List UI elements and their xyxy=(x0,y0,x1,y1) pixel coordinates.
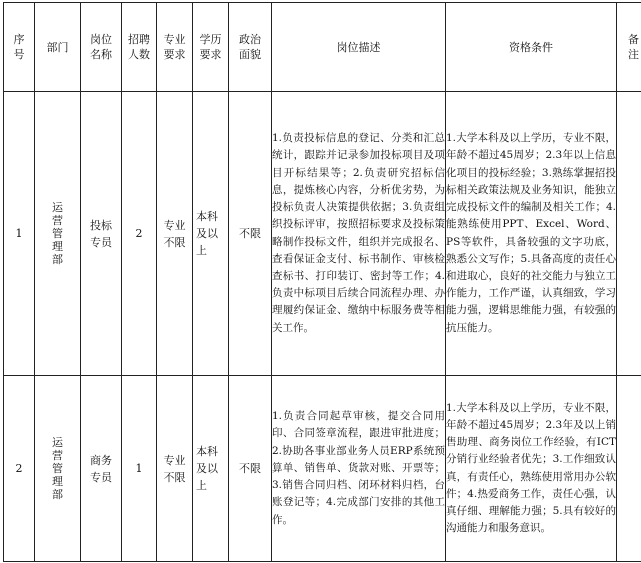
header-education: 学历要求 xyxy=(193,3,229,92)
row-count: 1 xyxy=(122,376,157,562)
row-remark xyxy=(617,92,641,376)
row-dept: 运营管理部 xyxy=(35,376,81,562)
row-description: 1.负责投标信息的登记、分类和汇总统计，跟踪并记录参加投标项目及项目开标结果等；2.负责研究招标信息，提炼核心内容，分析优劣势，为投标负责人决策提供依据；3.负责组织投标评审，按照招标要求及投标策略制作投标文件，组织并完成报名、查看保证金支付、标书制作、审核检查标书、打印装订、密封等工作；4.负责中标项目后续合同流程办理、办理履约保证金、缴纳中标服务费等相关工作。 xyxy=(272,92,446,376)
row-seq: 1 xyxy=(4,92,35,376)
row-education: 本科及以上 xyxy=(193,376,229,562)
header-description: 岗位描述 xyxy=(272,3,446,92)
row-remark xyxy=(617,376,641,562)
row-education: 本科及以上 xyxy=(193,92,229,376)
header-dept: 部门 xyxy=(35,3,81,92)
table-row xyxy=(4,92,641,376)
table-row xyxy=(4,376,641,562)
header-seq: 序号 xyxy=(4,3,35,92)
row-count: 2 xyxy=(122,92,157,376)
row-position: 商务专员 xyxy=(81,376,122,562)
header-politics: 政治面貌 xyxy=(229,3,272,92)
row-description: 1.负责合同起草审核，提交合同用印、合同签章流程，跟进审批进度；2.协助各事业部业务人员ERP系统预算单、销售单、货款对账、开票等；3.销售合同归档、闭环材料归档，台账登记等；4.完成部门安排的其他工作。 xyxy=(272,376,446,562)
recruitment-table xyxy=(3,2,641,562)
header-count: 招聘人数 xyxy=(122,3,157,92)
row-position: 投标专员 xyxy=(81,92,122,376)
row-politics: 不限 xyxy=(229,92,272,376)
header-qualification: 资格条件 xyxy=(446,3,617,92)
header-position: 岗位名称 xyxy=(81,3,122,92)
row-dept: 运营管理部 xyxy=(35,92,81,376)
row-major: 专业不限 xyxy=(157,376,193,562)
header-remark: 备注 xyxy=(617,3,641,92)
row-qualification: 1.大学本科及以上学历，专业不限，年龄不超过45周岁；2.3年以上信息化项目的投标经验；3.熟练掌握招投标相关政策法规及业务知识，能独立完成投标文件的编制及相关工作；4.能熟练使用PPT、Excel、Word、PS等软件，具备较强的文字功底，熟悉公文写作；5.具备高度的责任心和进取心，良好的社交能力与独立工作能力，工作严谨，认真细致，学习能力强，逻辑思维能力强，有较强的抗压能力。 xyxy=(446,92,617,376)
row-politics: 不限 xyxy=(229,376,272,562)
row-seq: 2 xyxy=(4,376,35,562)
row-major: 专业不限 xyxy=(157,92,193,376)
header-major: 专业要求 xyxy=(157,3,193,92)
row-qualification: 1.大学本科及以上学历，专业不限，年龄不超过45周岁；2.3年及以上销售助理、商务岗位工作经验，有ICT分销行业经验者优先；3.工作细致认真，有责任心，熟练使用常用办公软件；4.热爱商务工作，责任心强，认真仔细、理解能力强；5.具有较好的沟通能力和服务意识。 xyxy=(446,376,617,562)
header-row xyxy=(4,3,641,92)
